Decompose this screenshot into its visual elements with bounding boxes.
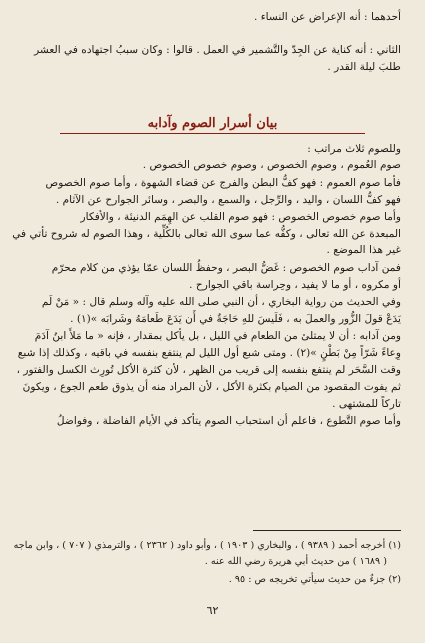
text-line: وأما صوم التَّطوع ، فاعلم أن استحباب الصوم يتأكد في الأيام الفاضلة ، وفواضلُ: [56, 415, 401, 427]
footnote-2: (٢) جزءٌ من حديث سيأتي تخريجه ص : ٩٥ .: [228, 574, 401, 585]
text-line: يَدَعْ قولَ الزُّور والعملَ به ، فَلَيسَ للهِ حَاجَةٌ في أَن يَدَعَ طَعامَهُ وشَرابَه »(١) .: [70, 313, 401, 325]
text-line: فهو كفُّ اللسان ، واليد ، والرِّجل ، والسمع ، والبصر ، وسائر الجوارح عن الآثام .: [55, 194, 401, 206]
text-line: فأما صوم العموم : فهو كفُّ البطن والفرج عن قضاء الشهوة ، وأما صوم الخصوص: [45, 177, 401, 189]
text-line: فمن آداب صوم الخصوص : غَضُّ البصر ، وحفظُ اللسان عمّا يؤذي من كلام محرّم: [51, 262, 401, 274]
heading-underline: [60, 133, 365, 134]
text-line: ثم يفوت المقصود من الصيام بكثرة الأكل ، لأن المراد منه أن يذوق طعم الجوع ، ويكونَ: [22, 381, 401, 393]
footnote-1: (١) أخرجه أحمد ( ٩٣٨٩ ) ، والبخاري ( ١٩٠٣ ) ، وأبو داود ( ٢٣٦٢ ) ، والترمذي ( ٧٠٧ ) ، وابن ماجه: [13, 540, 401, 551]
footnote-rule: [253, 530, 401, 531]
text-line: أو مكروه ، أو ما لا يفيد ، وحِراسة باقي الجوارح .: [189, 279, 401, 291]
text-line: وللصوم ثلاث مراتب :: [307, 143, 401, 155]
text-line: وفي الحديث من رواية البخاري ، أن النبي صلى الله عليه وآله وسلم قال : « مَنْ لَم: [41, 296, 401, 308]
text-line: وأما صوم خصوص الخصوص : فهو صوم القلب عن الهِمَم الدنيئة ، والأفكار: [80, 211, 401, 223]
text-line: الثاني : أنه كناية عن الجِدّ والتَّشمير في العمل . قالوا : وكان سببُ اجتهاده في العشر: [34, 44, 401, 56]
text-line: طلبَ ليلة القدر .: [327, 61, 401, 73]
text-line: ومن آدابه : أن لا يمتلئ من الطعام في الليل ، بل يأكل بمقدار ، فإنه « ما مَلأَ ابنُ آدَمَ: [34, 330, 401, 342]
text-line: غير هذا الموضع .: [326, 244, 401, 256]
text-line: المبعدة عن الله تعالى ، وكفُّه عما سوى الله تعالى بالكُلِّية ، وهذا الصوم له شروح تأتي في: [12, 228, 401, 240]
section-heading: بيان أسرار الصوم وآدابه: [147, 116, 278, 131]
text-line: أحدهما : أنه الإعراض عن النساء .: [253, 11, 401, 23]
text-line: صوم العُموم ، وصوم الخصوص ، وصوم خصوص الخصوص .: [142, 159, 401, 171]
text-line: وقت السَّحَر لم ينتفع بنفسه إلى قريب من الظهر ، لأن كثرة الأكل تُورِث الكسل والفتور ،: [16, 364, 401, 376]
text-line: تاركاً للمشتهى .: [332, 398, 401, 410]
page-number: ٦٢: [206, 604, 219, 617]
footnote-1-continued: ( ١٦٨٩ ) من حديث أبي هريرة رضي الله عنه .: [204, 556, 387, 567]
text-line: وِعاءً شَرّاً مِنْ بَطْنٍ »(٢) . ومتى شبع أول الليل لم ينتفع بنفسه في باقيه ، وكذلك إذا شبع: [17, 347, 401, 359]
